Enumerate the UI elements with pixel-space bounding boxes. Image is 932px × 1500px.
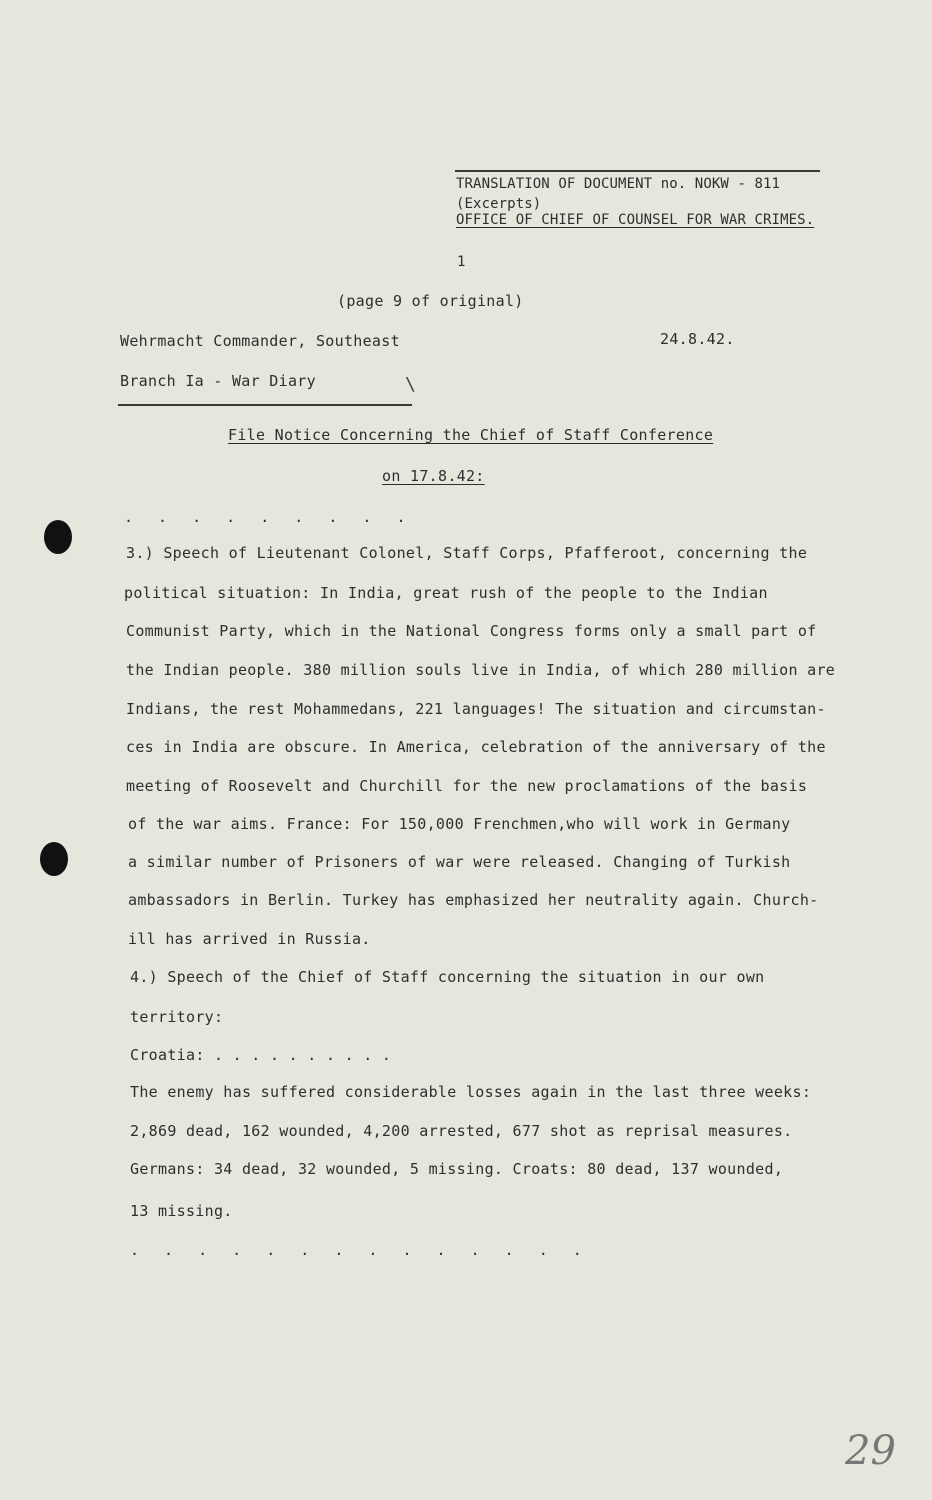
punch-hole-top [44, 520, 72, 554]
body-line: territory: [130, 1008, 224, 1026]
folio-number: 29 [845, 1428, 896, 1474]
body-line: Croatia: . . . . . . . . . . [130, 1046, 392, 1064]
body-line: 3.) Speech of Lieutenant Colonel, Staff Corps, Pfafferoot, concerning the [126, 544, 808, 562]
body-line: of the war aims. France: For 150,000 Frenchmen,who will work in Germany [128, 815, 791, 833]
body-line: 4.) Speech of the Chief of Staff concerning the situation in our own [130, 968, 765, 986]
body-line: ambassadors in Berlin. Turkey has emphasized her neutrality again. Church- [128, 891, 819, 909]
body-line: political situation: In India, great rush of the people to the Indian [124, 584, 768, 602]
body-line: 2,869 dead, 162 wounded, 4,200 arrested, 677 shot as reprisal measures. [130, 1122, 793, 1140]
body-line: The enemy has suffered considerable losses again in the last three weeks: [130, 1083, 812, 1101]
body-line: meeting of Roosevelt and Churchill for the new proclamations of the basis [126, 777, 808, 795]
page-number: 1 [457, 254, 466, 270]
header-office: OFFICE OF CHIEF OF COUNSEL FOR WAR CRIMES. [456, 212, 815, 228]
header-excerpts: (Excerpts) [456, 196, 542, 212]
margin-mark: \ [405, 374, 416, 395]
branch: Branch Ia - War Diary [120, 372, 316, 390]
issuer: Wehrmacht Commander, Southeast [120, 332, 400, 350]
ellipsis-top: . . . . . . . . . [124, 508, 414, 526]
branch-underline [118, 404, 412, 406]
punch-hole-bottom [40, 842, 68, 876]
notice-date: on 17.8.42: [382, 467, 485, 485]
body-line: ill has arrived in Russia. [128, 930, 371, 948]
body-line: Indians, the rest Mohammedans, 221 languages! The situation and circumstan- [126, 700, 826, 718]
page-reference: (page 9 of original) [337, 292, 524, 310]
body-line: ces in India are obscure. In America, celebration of the anniversary of the [126, 738, 826, 756]
body-line: Communist Party, which in the National Congress forms only a small part of [126, 622, 817, 640]
header-document-number: TRANSLATION OF DOCUMENT no. NOKW - 811 [456, 176, 781, 192]
body-line: 13 missing. [130, 1202, 233, 1220]
ellipsis-bottom: . . . . . . . . . . . . . . [130, 1241, 590, 1259]
notice-title: File Notice Concerning the Chief of Staff Conference [228, 426, 714, 444]
body-line: a similar number of Prisoners of war were released. Changing of Turkish [128, 853, 791, 871]
document-date: 24.8.42. [660, 330, 735, 348]
body-line: the Indian people. 380 million souls live in India, of which 280 million are [126, 661, 836, 679]
header-top-rule [455, 170, 820, 172]
body-line: Germans: 34 dead, 32 wounded, 5 missing. Croats: 80 dead, 137 wounded, [130, 1160, 784, 1178]
